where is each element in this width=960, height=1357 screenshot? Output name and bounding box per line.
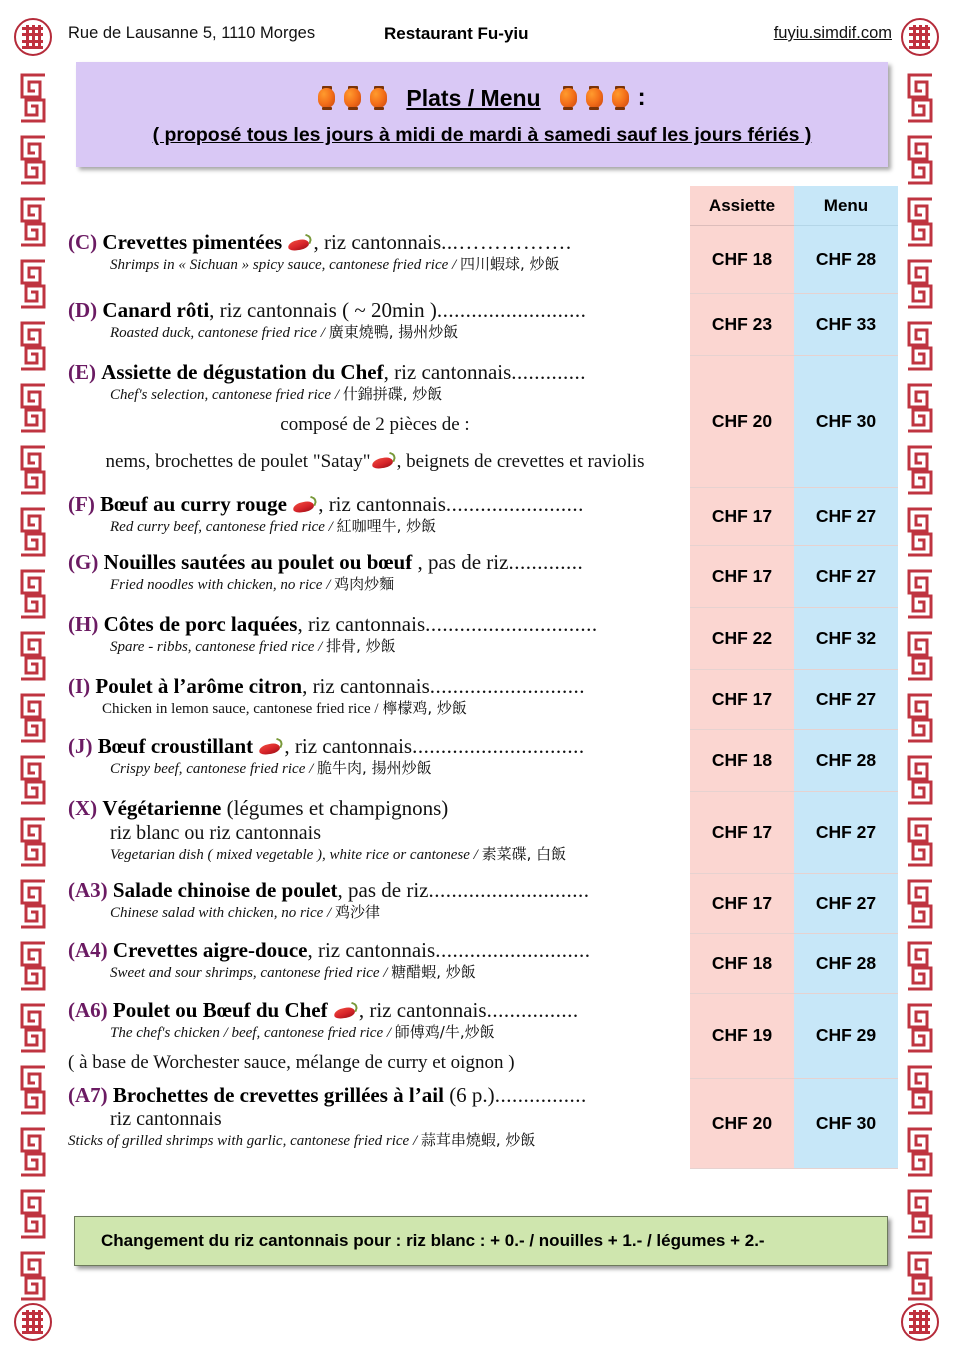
menu-item-body — [62, 934, 690, 986]
price-group — [690, 730, 898, 792]
greek-key-motif-icon — [18, 878, 48, 930]
greek-key-motif-icon — [905, 1188, 935, 1240]
menu-item-name: Bœuf croustillant — [97, 734, 254, 758]
greek-key-motif-icon — [18, 506, 48, 558]
menu-item-detail: , pas de riz — [337, 878, 429, 902]
greek-key-motif-icon — [18, 940, 48, 992]
greek-key-motif-icon — [18, 1064, 48, 1116]
greek-key-motif-icon — [905, 258, 935, 310]
menu-page — [62, 0, 898, 1357]
price-menu: CHF 28 — [794, 226, 898, 294]
double-happiness-medallion-icon — [901, 1303, 939, 1341]
greek-key-motif-icon — [18, 196, 48, 248]
menu-item-code: (C) — [68, 230, 98, 254]
menu-item-chinese: 檸檬鸡, 炒飯 — [382, 698, 467, 717]
menu-item-chinese: 廣東燒鴨, 揚州炒飯 — [328, 322, 459, 341]
table-row — [62, 934, 898, 994]
price-assiette: CHF 17 — [690, 670, 794, 730]
price-group — [690, 670, 898, 730]
lantern-icon — [318, 85, 335, 111]
menu-item-body — [62, 226, 690, 278]
table-row — [62, 792, 898, 874]
price-assiette: CHF 22 — [690, 608, 794, 670]
price-menu: CHF 27 — [794, 670, 898, 730]
menu-item-translation: The chef's chicken / beef, cantonese fried rice / 師傅鸡/牛,炒飯 — [110, 1022, 495, 1041]
menu-item-chinese: 蒜茸串燒蝦, 炒飯 — [420, 1131, 536, 1150]
price-menu: CHF 27 — [794, 488, 898, 546]
menu-item-code: (A4) — [68, 938, 108, 962]
table-row — [62, 874, 898, 934]
menu-item-title — [68, 878, 682, 903]
leader-dots: .............................. — [412, 734, 585, 758]
chili-pepper-icon — [258, 739, 284, 756]
price-assiette: CHF 18 — [690, 934, 794, 994]
menu-item-translation: Sticks of grilled shrimps with garlic, cantonese fried rice / 蒜茸串燒蝦, 炒飯 — [68, 1131, 536, 1150]
greek-key-motif-icon — [18, 382, 48, 434]
menu-item-title — [68, 492, 682, 517]
menu-item-code: (H) — [68, 612, 99, 636]
price-group — [690, 226, 898, 294]
menu-item-chinese: 紅咖哩牛, 炒飯 — [336, 516, 437, 535]
greek-key-motif-icon — [18, 754, 48, 806]
menu-item-chinese: 素菜碟, 白飯 — [481, 844, 567, 863]
leader-dots: ................ — [494, 1082, 587, 1107]
menu-item-translation: Shrimps in « Sichuan » spicy sauce, cantonese fried rice / 四川蝦球, 炒飯 — [110, 254, 560, 273]
banner-colon: : — [637, 84, 646, 111]
menu-item-code: (A3) — [68, 878, 108, 902]
banner-subtitle: ( proposé tous les jours à midi de mardi à samedi sauf les jours fériés ) — [152, 124, 812, 146]
greek-key-motif-icon — [905, 1064, 935, 1116]
price-assiette: CHF 23 — [690, 294, 794, 356]
menu-item-name: Nouilles sautées au poulet ou bœuf — [103, 550, 413, 574]
greek-key-motif-icon — [905, 940, 935, 992]
menu-item — [62, 1079, 690, 1169]
menu-item-code: (G) — [68, 550, 99, 574]
leader-dots: ............. — [511, 360, 587, 384]
menu-rows-container — [62, 226, 898, 1169]
price-group — [690, 934, 898, 994]
menu-item-body — [62, 792, 690, 868]
double-happiness-medallion-icon — [14, 1303, 52, 1341]
menu-item-translation: Roasted duck, cantonese fried rice / 廣東燒鴨, 揚州炒飯 — [110, 322, 459, 341]
menu-item-chinese: 脆牛肉, 揚州炒飯 — [317, 758, 432, 777]
price-group — [690, 874, 898, 934]
menu-item-title — [68, 938, 682, 963]
menu-item-title — [68, 360, 682, 385]
table-header-row — [62, 186, 898, 226]
menu-item — [62, 356, 690, 488]
price-header-group — [690, 186, 898, 226]
table-row — [62, 546, 898, 608]
price-group — [690, 294, 898, 356]
menu-item-chinese: 排骨, 炒飯 — [326, 636, 396, 655]
menu-item-code: (A6) — [68, 998, 108, 1022]
page-header — [62, 22, 898, 52]
menu-item-translation: Vegetarian dish ( mixed vegetable ), white rice or cantonese / 素菜碟, 白飯 — [110, 844, 567, 863]
menu-item-note: composé de 2 pièces de : — [280, 413, 470, 435]
menu-item-title — [68, 1083, 682, 1108]
menu-item-name: Végétarienne — [102, 796, 222, 820]
price-group — [690, 1079, 898, 1169]
menu-item-name: Canard rôti — [102, 298, 210, 322]
menu-item-detail: , riz cantonnais — [318, 492, 446, 516]
greek-key-motif-icon — [905, 630, 935, 682]
price-assiette: CHF 20 — [690, 356, 794, 488]
menu-item-name: Bœuf au curry rouge — [100, 492, 287, 516]
greek-key-motif-icon — [18, 444, 48, 496]
banner-title: Plats / Menu — [406, 84, 541, 111]
price-group — [690, 546, 898, 608]
greek-key-motif-icon — [905, 1002, 935, 1054]
menu-item-name: Salade chinoise de poulet — [112, 878, 338, 902]
menu-item-note: ( à base de Worchester sauce, mélange de curry et oignon ) — [68, 1051, 515, 1073]
greek-key-motif-icon — [18, 692, 48, 744]
menu-item-chinese: 什錦拼碟, 炒飯 — [342, 384, 443, 403]
price-assiette: CHF 20 — [690, 1079, 794, 1169]
menu-item-body — [62, 546, 690, 598]
menu-item-detail: , riz cantonnais — [284, 734, 413, 758]
address-text: Rue de Lausanne 5, 1110 Morges — [68, 24, 316, 42]
greek-key-motif-icon — [18, 1188, 48, 1240]
price-menu: CHF 29 — [794, 994, 898, 1079]
table-row — [62, 670, 898, 730]
menu-item-name: Poulet ou Bœuf du Chef — [112, 998, 328, 1022]
leader-dots: ................ — [486, 998, 579, 1022]
leader-dots: ...……………. — [441, 230, 572, 254]
menu-item-name: Assiette de dégustation du Chef — [101, 360, 384, 384]
menu-item-chinese: 糖醋蝦, 炒飯 — [391, 962, 476, 981]
menu-item-code: (A7) — [68, 1082, 108, 1107]
price-menu: CHF 27 — [794, 874, 898, 934]
greek-key-motif-icon — [905, 444, 935, 496]
menu-item-title — [68, 998, 682, 1023]
menu-item-note-2: nems, brochettes de poulet "Satay" , beignets de crevettes et raviolis — [105, 450, 645, 472]
menu-item-title — [68, 674, 682, 699]
website-link[interactable]: fuyiu.simdif.com — [773, 24, 892, 42]
lantern-icon — [370, 85, 387, 111]
chili-pepper-icon — [287, 235, 313, 252]
menu-item-body — [62, 356, 690, 477]
greek-key-motif-icon — [18, 630, 48, 682]
table-row — [62, 730, 898, 792]
greek-key-motif-icon — [905, 1250, 935, 1302]
menu-item-translation: Spare - ribbs, cantonese fried rice / 排骨, 炒飯 — [110, 636, 396, 655]
greek-key-motif-icon — [905, 134, 935, 186]
restaurant-name: Restaurant Fu-yiu — [384, 24, 529, 43]
right-decorative-border — [895, 0, 955, 1357]
menu-item-translation: Crispy beef, cantonese fried rice / 脆牛肉, 揚州炒飯 — [110, 758, 432, 777]
menu-item-detail: , riz cantonnais ( ~ 20min ) — [209, 298, 437, 322]
greek-key-motif-icon — [905, 382, 935, 434]
menu-item-code: (F) — [68, 492, 95, 516]
price-group — [690, 356, 898, 488]
double-happiness-medallion-icon — [901, 18, 939, 56]
column-header-assiette: Assiette — [690, 186, 794, 226]
menu-item-name: Côtes de porc laquées — [103, 612, 298, 636]
price-menu: CHF 33 — [794, 294, 898, 356]
menu-item-chinese: 師傅鸡/牛,炒飯 — [394, 1022, 495, 1041]
price-menu: CHF 32 — [794, 608, 898, 670]
menu-item — [62, 488, 690, 546]
menu-item-code: (J) — [68, 734, 93, 758]
menu-item-body — [62, 294, 690, 346]
menu-item-translation: Chef's selection, cantonese fried rice / 什錦拼碟, 炒飯 — [110, 384, 443, 403]
lantern-icon — [612, 85, 629, 111]
column-header-menu: Menu — [794, 186, 898, 226]
menu-item-detail: , riz cantonnais — [358, 998, 487, 1022]
menu-item-body — [62, 670, 690, 722]
menu-item-detail: , riz cantonnais — [383, 360, 512, 384]
menu-item-chinese: 四川蝦球, 炒飯 — [459, 254, 560, 273]
greek-key-motif-icon — [905, 878, 935, 930]
greek-key-motif-icon — [905, 1126, 935, 1178]
menu-item-detail: , riz cantonnais — [313, 230, 442, 254]
price-assiette: CHF 17 — [690, 546, 794, 608]
lantern-icon — [586, 85, 603, 111]
lantern-icon — [344, 85, 361, 111]
menu-item — [62, 934, 690, 994]
table-row — [62, 294, 898, 356]
price-menu: CHF 30 — [794, 1079, 898, 1169]
menu-item-title — [68, 298, 682, 323]
greek-key-motif-icon — [905, 816, 935, 868]
menu-banner — [76, 62, 888, 167]
leader-dots: .............................. — [425, 612, 598, 636]
menu-item-detail: (6 p.) — [443, 1082, 495, 1107]
menu-item-title — [68, 550, 682, 575]
price-assiette: CHF 17 — [690, 792, 794, 874]
price-menu: CHF 28 — [794, 934, 898, 994]
greek-key-motif-icon — [18, 1126, 48, 1178]
greek-key-motif-icon — [905, 320, 935, 372]
greek-key-motif-icon — [905, 568, 935, 620]
menu-item — [62, 294, 690, 356]
menu-item-translation: Chinese salad with chicken, no rice / 鸡沙律 — [110, 902, 380, 921]
greek-key-motif-icon — [18, 258, 48, 310]
menu-item-body — [62, 994, 690, 1079]
greek-key-motif-icon — [905, 72, 935, 124]
price-group — [690, 994, 898, 1079]
menu-item — [62, 994, 690, 1079]
leader-dots: ............................ — [428, 878, 590, 902]
price-assiette: CHF 18 — [690, 226, 794, 294]
price-group — [690, 488, 898, 546]
menu-item-name: Crevettes pimentées — [102, 230, 283, 254]
price-assiette: CHF 18 — [690, 730, 794, 792]
menu-item-title — [68, 612, 682, 637]
menu-item — [62, 792, 690, 874]
menu-item-body — [62, 730, 690, 782]
price-menu: CHF 27 — [794, 546, 898, 608]
menu-item-translation: Red curry beef, cantonese fried rice / 紅咖哩牛, 炒飯 — [110, 516, 437, 535]
table-row — [62, 1079, 898, 1169]
menu-item-code: (I) — [68, 674, 91, 698]
menu-item-detail: , riz cantonnais — [302, 674, 430, 698]
menu-item-second-line: riz blanc ou riz cantonnais — [110, 821, 322, 844]
table-row — [62, 226, 898, 294]
table-row — [62, 994, 898, 1079]
menu-item-chinese: 鸡沙律 — [334, 902, 380, 921]
menu-item — [62, 608, 690, 670]
price-menu: CHF 28 — [794, 730, 898, 792]
greek-key-motif-icon — [18, 320, 48, 372]
menu-item — [62, 730, 690, 792]
chili-pepper-icon — [292, 497, 318, 514]
greek-key-motif-icon — [905, 506, 935, 558]
menu-item — [62, 546, 690, 608]
left-decorative-border — [8, 0, 68, 1357]
greek-key-motif-icon — [18, 1250, 48, 1302]
greek-key-motif-icon — [905, 196, 935, 248]
menu-item-title — [68, 734, 682, 759]
footer-note: Changement du riz cantonnais pour : riz blanc : + 0.- / nouilles + 1.- / légumes + 2.- — [74, 1216, 888, 1266]
header-spacer — [62, 186, 690, 226]
menu-table — [62, 186, 898, 1169]
menu-item-title — [68, 230, 682, 255]
chili-pepper-icon — [371, 453, 397, 470]
greek-key-motif-icon — [18, 568, 48, 620]
menu-item-body — [62, 608, 690, 660]
menu-item-detail: , riz cantonnais — [297, 612, 426, 636]
leader-dots: .......................... — [436, 298, 587, 322]
menu-item-code: (E) — [68, 360, 96, 384]
price-assiette: CHF 17 — [690, 874, 794, 934]
leader-dots: ........................... — [429, 674, 586, 698]
banner-title-row — [76, 84, 888, 112]
menu-item-detail: , pas de riz — [412, 550, 509, 574]
price-menu: CHF 30 — [794, 356, 898, 488]
menu-item-body — [62, 1079, 690, 1155]
greek-key-motif-icon — [905, 692, 935, 744]
price-assiette: CHF 17 — [690, 488, 794, 546]
menu-item — [62, 874, 690, 934]
price-group — [690, 608, 898, 670]
menu-item-detail: , riz cantonnais — [307, 938, 436, 962]
menu-item-body — [62, 488, 690, 540]
menu-item-second-line: riz cantonnais — [110, 1108, 222, 1131]
menu-item-title — [68, 796, 682, 821]
greek-key-motif-icon — [18, 134, 48, 186]
menu-item-name: Poulet à l’arôme citron — [95, 674, 303, 698]
menu-item-name: Brochettes de crevettes grillées à l’ail — [112, 1082, 444, 1107]
price-menu: CHF 27 — [794, 792, 898, 874]
price-assiette: CHF 19 — [690, 994, 794, 1079]
greek-key-motif-icon — [905, 754, 935, 806]
menu-item — [62, 226, 690, 294]
table-row — [62, 356, 898, 488]
table-row — [62, 608, 898, 670]
leader-dots: ........................ — [445, 492, 584, 516]
greek-key-motif-icon — [18, 816, 48, 868]
leader-dots: ............. — [508, 550, 584, 574]
menu-item-translation: Chicken in lemon sauce, cantonese fried rice / 檸檬鸡, 炒飯 — [102, 698, 467, 717]
menu-item-detail: (légumes et champignons) — [221, 796, 449, 820]
menu-item-chinese: 鸡肉炒麵 — [334, 574, 395, 593]
price-group — [690, 792, 898, 874]
menu-item-body — [62, 874, 690, 926]
chili-pepper-icon — [333, 1003, 359, 1020]
double-happiness-medallion-icon — [14, 18, 52, 56]
table-row — [62, 488, 898, 546]
greek-key-motif-icon — [18, 72, 48, 124]
menu-item-translation: Fried noodles with chicken, no rice / 鸡肉炒麵 — [110, 574, 395, 593]
greek-key-motif-icon — [18, 1002, 48, 1054]
menu-item-translation: Sweet and sour shrimps, cantonese fried rice / 糖醋蝦, 炒飯 — [110, 962, 476, 981]
menu-item-code: (X) — [68, 796, 98, 820]
menu-item — [62, 670, 690, 730]
lantern-icon — [560, 85, 577, 111]
leader-dots: ........................... — [435, 938, 591, 962]
menu-item-name: Crevettes aigre-douce — [112, 938, 308, 962]
menu-item-code: (D) — [68, 298, 98, 322]
